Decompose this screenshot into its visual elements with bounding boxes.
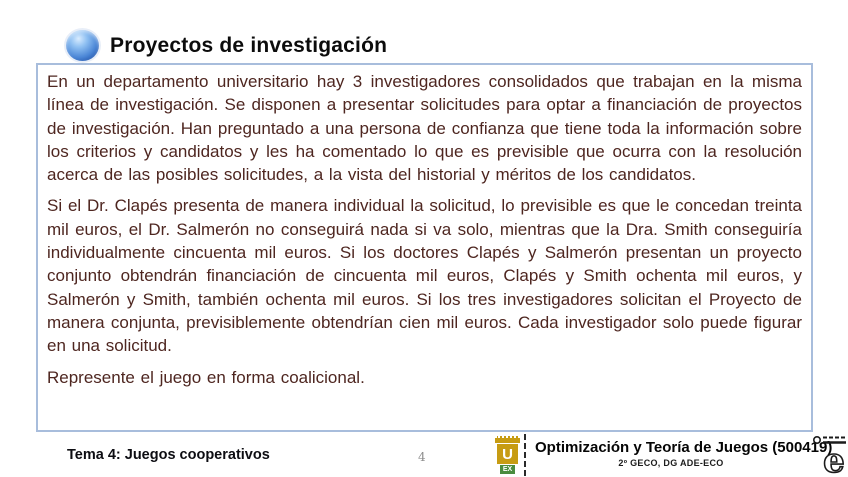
paragraph-task: Represente el juego en forma coalicional.: [47, 367, 365, 387]
paragraph-payoffs: Si el Dr. Clapés presenta de manera individual la solicitud, lo previsible es que le concedan treinta mil euros, el Dr. Salmerón no conseguirá nada si va solo, mientras que la Dra. Smith conseguiría individualmente cincuenta mil euros. Si los doctores Clapés y Salmerón presentan un proyecto conjunto obtendrán financiación de cincuenta mil euros, Clapés y Smith ochenta mil euros, y Salmerón y Smith, también ochenta mil euros. Si los tres investigadores solicitan el Proyecto de manera conjunta, previsiblemente obtendrían cien mil euros. Cada investigador solo puede figurar en una solicitud.: [47, 196, 802, 356]
course-info: [535, 439, 833, 468]
lesson-title: Tema 4: Juegos cooperativos: [67, 447, 270, 463]
footer-dashed-separator: [524, 434, 526, 476]
slide-footer: [0, 434, 848, 477]
uex-logo-badge: EX: [500, 465, 515, 474]
uex-university-logo: [494, 436, 521, 474]
course-title: Optimización y Teoría de Juegos (500419): [535, 439, 833, 456]
problem-statement-box: [36, 63, 813, 432]
slide-header: [66, 30, 387, 61]
paragraph-context: En un departamento universitario hay 3 investigadores consolidados que trabajan en la misma línea de investigación. Se disponen a presentar solicitudes para optar a financiación de proyectos de investigación. Han preguntado a una persona de confianza que tiene toda la información sobre los criterios y candidatos y les ha comentado lo que es previsible que ocurra con la resolución acerca de las posibles solicitudes, a la vista del historial y méritos de los candidatos.: [47, 72, 802, 185]
course-subtitle: 2º GECO, DG ADE-ECO: [618, 458, 724, 468]
uex-logo-letter: U: [497, 444, 518, 464]
svg-text:e: e: [823, 441, 845, 475]
page-title: Proyectos de investigación: [110, 33, 388, 57]
economics-faculty-logo: [812, 435, 848, 475]
page-number: 4: [418, 450, 426, 464]
uex-logo-capital: [495, 436, 520, 443]
sphere-bullet-icon: [66, 30, 99, 61]
